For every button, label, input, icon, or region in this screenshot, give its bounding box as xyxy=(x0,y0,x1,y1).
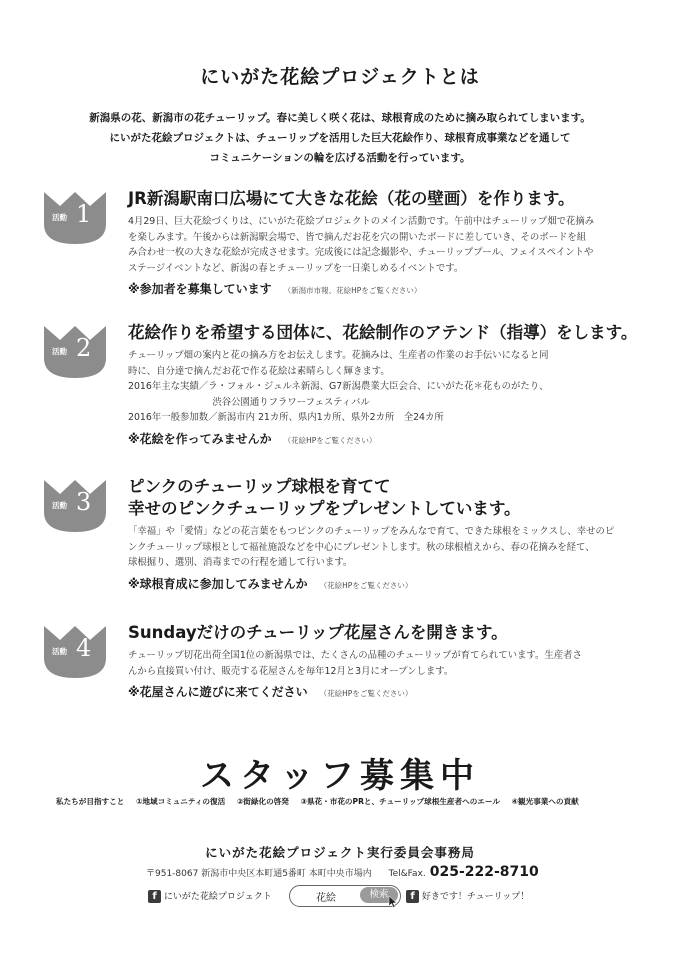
phone-number: 025-222-8710 xyxy=(429,864,539,880)
body-line: 「幸福」や「愛情」などの花言葉をもつピンクのチューリップをみんなで育て、できた球根をミックスし、幸せのピ xyxy=(128,526,615,537)
address: 〒951-8067 新潟市中央区本町通5番町 本町中央市場内 xyxy=(146,869,372,879)
facebook-icon: f xyxy=(148,890,161,903)
body-line: 時に、自分達で摘んだお花で作る花絵は素晴らしく輝きます。 xyxy=(128,365,390,377)
body-line: 渋谷公園通りフラワーフェスティバル xyxy=(128,396,370,408)
intro-text xyxy=(60,108,620,168)
body-line: を楽しみます。午後からは新潟駅会場で、皆で摘んだお花を穴の開いたボードに差していき、そのボードを組 xyxy=(128,231,587,243)
badge-label: 活動 xyxy=(52,347,67,356)
tulip-icon xyxy=(40,476,110,534)
body-line: ンクチューリップ球根として福祉施設などを中心にプレゼントします。秋の球根植えから、春の花摘みを経て、 xyxy=(128,541,595,553)
tulip-icon xyxy=(40,188,110,246)
activity-note xyxy=(128,681,648,700)
tulip-badge xyxy=(40,476,110,534)
goal-item: ②街緑化の啓発 xyxy=(236,797,289,806)
note-sub: （花絵HPをご覧ください） xyxy=(319,580,413,590)
badge-label: 活動 xyxy=(52,501,67,510)
note-text: ※球根育成に参加してみませんか xyxy=(128,576,308,591)
cursor-icon xyxy=(388,895,398,908)
staff-recruiting-heading: スタッフ募集中 xyxy=(200,756,480,796)
badge-label: 活動 xyxy=(52,213,67,222)
activity-note xyxy=(128,278,648,297)
footer xyxy=(148,885,548,909)
intro-line: にいがた花絵プロジェクトは、チューリップを活用した巨大花絵作り、球根育成事業などを通して xyxy=(109,132,571,144)
intro-line: 新潟県の花、新潟市の花チューリップ。春に美しく咲く花は、球根育成のために摘み取られてしまいます。 xyxy=(89,112,591,124)
badge-number: 1 xyxy=(76,200,92,228)
facebook-label: にいがた花絵プロジェクト xyxy=(163,892,272,902)
activity-body xyxy=(128,648,648,679)
search-button[interactable]: 検索 xyxy=(360,887,398,903)
note-text: ※花絵を作ってみませんか xyxy=(128,431,272,446)
body-line: 2016年一般参加数／新潟市内 21カ所、県内1カ所、県外2カ所 全24カ所 xyxy=(128,412,444,423)
intro-line: コミュニケーションの輪を広げる活動を行っています。 xyxy=(209,152,471,164)
tulip-icon xyxy=(40,322,110,380)
page-title: にいがた花絵プロジェクトとは xyxy=(200,66,480,88)
activity-title: 幸せのピンクチューリップをプレゼントしています。 xyxy=(128,499,521,518)
body-line: チューリップ切花出荷全国1位の新潟県では、たくさんの品種のチューリップが育てられています。生産者さ xyxy=(128,650,582,661)
tulip-badge xyxy=(40,622,110,680)
activity-body xyxy=(128,524,648,571)
badge-number: 2 xyxy=(76,334,92,362)
facebook-label: 好きです！チューリップ！ xyxy=(421,892,530,902)
note-sub: （花絵HPをご覧ください） xyxy=(319,689,413,698)
organization-name: にいがた花絵プロジェクト実行委員会事務局 xyxy=(205,845,475,860)
goal-item: ③県花・市花のPRと、チューリップ球根生産者へのエール xyxy=(300,797,500,806)
activity-body xyxy=(128,214,648,276)
body-line: み合わせ一枚の大きな花絵が完成させます。完成後には記念撮影や、チューリッププール、フェイスペイントや xyxy=(128,247,594,258)
body-line: 2016年主な実績／ラ・フォル・ジュルネ新潟、G7新潟農業大臣会合、にいがた花＊花ものがたり、 xyxy=(128,381,549,392)
activity-note xyxy=(128,428,648,447)
activity-title: Sundayだけのチューリップ花屋さんを開きます。 xyxy=(128,623,508,642)
facebook-icon: f xyxy=(406,890,419,903)
search-query: 花絵 xyxy=(316,893,336,904)
goals-list xyxy=(56,796,588,807)
activity-body xyxy=(128,348,648,426)
goal-item: ①地域コミュニティの復活 xyxy=(136,797,226,806)
goals-label: 私たちが目指すこと xyxy=(56,797,125,806)
note-sub: （花絵HPをご覧ください） xyxy=(283,435,377,445)
address-line xyxy=(146,864,539,880)
goal-item: ④観光事業への貢献 xyxy=(511,797,579,806)
tulip-badge xyxy=(40,322,110,380)
tulip-badge xyxy=(40,188,110,246)
activity-title: 花絵作りを希望する団体に、花絵制作のアテンド（指導）をします。 xyxy=(128,323,638,342)
body-line: ステージイベントなど、新潟の春とチューリップを一日楽しめるイベントです。 xyxy=(128,262,464,274)
note-text: ※花屋さんに遊びに来てください xyxy=(128,685,308,699)
note-text: ※参加者を募集しています xyxy=(128,282,272,296)
badge-number: 3 xyxy=(76,488,92,516)
activity-title: ピンクのチューリップ球根を育てて xyxy=(128,477,391,496)
activity-note xyxy=(128,573,648,592)
facebook-link-tulip[interactable] xyxy=(406,889,529,903)
body-line: んから直接買い付け、販売する花屋さんを毎年12月と3月にオープンします。 xyxy=(128,665,454,677)
tulip-icon xyxy=(40,622,110,680)
body-line: 球根掘り、選別、消毒までの行程を通して行います。 xyxy=(128,557,353,568)
facebook-link-project[interactable] xyxy=(148,889,272,903)
activity-title: JR新潟駅南口広場にて大きな花絵（花の壁画）を作ります。 xyxy=(128,189,575,208)
search-box[interactable] xyxy=(289,885,401,907)
note-sub: （新潟市市報、花絵HPをご覧ください） xyxy=(283,286,422,295)
body-line: 4月29日、巨大花絵づくりは、にいがた花絵プロジェクトのメイン活動です。午前中はチューリップ畑で花摘み xyxy=(128,216,595,227)
body-line: チューリップ畑の案内と花の摘み方をお伝えします。花摘みは、生産者の作業のお手伝いになると同 xyxy=(128,350,549,361)
badge-label: 活動 xyxy=(52,647,67,656)
tel-label: Tel&Fax. xyxy=(388,869,426,879)
badge-number: 4 xyxy=(76,634,92,662)
